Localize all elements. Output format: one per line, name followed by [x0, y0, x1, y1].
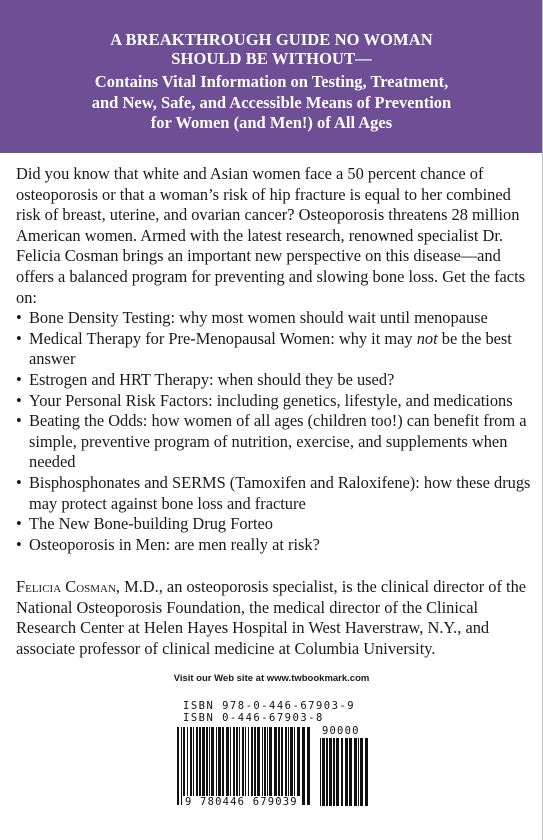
- barcode-bar: [257, 727, 260, 805]
- barcode-bar: [236, 727, 238, 805]
- barcode-bar: [239, 727, 240, 805]
- barcode-bar: [193, 727, 194, 805]
- list-item: • Bone Density Testing: why most women should wait until menopause: [16, 308, 536, 329]
- barcode-bar: [264, 727, 266, 805]
- barcode-bar: [341, 738, 343, 806]
- headline-line-2: SHOULD BE WITHOUT—: [171, 49, 372, 68]
- barcode-bar: [333, 738, 335, 806]
- price-code: 90000: [322, 725, 360, 737]
- barcode-bar: [181, 727, 182, 805]
- subheadline-line-3: for Women (and Men!) of All Ages: [150, 113, 393, 132]
- author-name: Felicia Cosman: [16, 577, 116, 596]
- barcode-bar: [269, 727, 272, 805]
- barcode-bar: [218, 727, 221, 805]
- barcode-bar: [183, 727, 185, 805]
- barcode-bar: [233, 727, 235, 805]
- list-item: • The New Bone-building Drug Forteo: [16, 514, 536, 535]
- barcode-bar: [336, 738, 339, 806]
- barcode-digits: 9 780446 679039: [185, 796, 298, 808]
- barcode-bar: [230, 727, 231, 805]
- barcode-bar: [222, 727, 224, 805]
- barcode-bar: [307, 727, 310, 805]
- barcode-bar: [354, 738, 357, 806]
- barcode-bar: [322, 738, 325, 806]
- barcode-bar: [288, 727, 289, 805]
- list-item-text: be the best answer: [29, 328, 512, 369]
- barcode-bar: [358, 738, 359, 806]
- barcode-bar: [294, 727, 295, 805]
- barcode-bar: [216, 727, 217, 805]
- barcode-bar: [297, 727, 300, 805]
- barcode-bar: [196, 727, 198, 805]
- list-item: • Osteoporosis in Men: are men really at risk?: [16, 535, 536, 556]
- barcode-bar: [187, 727, 188, 805]
- isbn-block: [183, 700, 355, 724]
- list-item: [16, 329, 536, 370]
- list-item-text: Medical Therapy for Pre-Menopausal Women: why it may: [29, 328, 417, 348]
- barcode-bar: [360, 738, 363, 806]
- headline-line-1: A BREAKTHROUGH GUIDE NO WOMAN: [110, 30, 433, 49]
- barcode-bar: [345, 738, 348, 806]
- barcode-bar: [226, 727, 229, 805]
- website-line: Visit our Web site at www.twbookmark.com: [173, 673, 370, 684]
- barcode-bar: [199, 727, 201, 805]
- barcode-bar: [245, 727, 246, 805]
- barcode-bar: [320, 738, 321, 806]
- barcode-bar: [290, 727, 293, 805]
- barcode-bar: [206, 727, 208, 805]
- author-bio: [16, 577, 536, 659]
- barcode-bar: [302, 727, 305, 805]
- list-item: • Bisphosphonates and SERMS (Tamoxifen and Raloxifene): how these drugs may protect against bone loss and fracture: [16, 473, 536, 514]
- intro-paragraph: Did you know that white and Asian women face a 50 percent chance of osteoporosis or that a woman’s risk of hip fracture is equal to her combined risk of breast, uterine, and ovarian cancer? Osteoporosis threatens 28 million American women. Armed with the latest research, renowned specialist Dr. Felicia Cosman brings an important new perspective on this disease—and offers a balanced program for preventing and slowing bone loss. Get the facts on:: [16, 164, 526, 307]
- barcode-bar: [267, 727, 268, 805]
- barcode-bar: [242, 727, 244, 805]
- barcode-bar: [211, 727, 214, 805]
- isbn-10: ISBN 0-446-67903-8: [183, 712, 324, 724]
- list-item: • Your Personal Risk Factors: including genetics, lifestyle, and medications: [16, 391, 536, 412]
- description-section: [16, 164, 536, 555]
- barcode-bar: [278, 727, 280, 805]
- banner-subheadline: [0, 72, 543, 134]
- barcode-bar: [274, 727, 277, 805]
- banner-headline: [0, 30, 543, 68]
- author-credentials: , M.D., an osteoporosis specialist, is the clinical director of the National Osteoporosis Foundation, the medical director of the Clinical Research Center at Helen Hayes Hospital in West Haverstraw, N.Y., and associate professor of clinical medicine at Columbia University.: [16, 577, 527, 658]
- top-banner: [0, 0, 543, 153]
- barcode-bar: [285, 727, 287, 805]
- barcode-bar: [365, 738, 368, 806]
- barcode-bar: [281, 727, 283, 805]
- barcode-bar: [251, 727, 253, 805]
- barcode-bar: [254, 727, 256, 805]
- barcode-bar: [209, 727, 210, 805]
- barcode-bar: [262, 727, 263, 805]
- barcode-bar: [202, 727, 205, 805]
- facts-list: [16, 308, 536, 555]
- barcode-bar: [177, 727, 179, 805]
- subheadline-line-2: and New, Safe, and Accessible Means of Prevention: [91, 92, 452, 112]
- price-barcode: [320, 738, 370, 806]
- barcode-bar: [326, 738, 328, 806]
- barcode-bar: [190, 727, 192, 805]
- list-item: • Beating the Odds: how women of all ages (children too!) can benefit from a simple, preventive program of nutrition, exercise, and supplements when needed: [16, 411, 536, 473]
- ean-barcode: [177, 727, 315, 805]
- list-item: • Estrogen and HRT Therapy: when should they be used?: [16, 370, 536, 391]
- barcode-bar: [329, 738, 332, 806]
- emphasis-text: not: [416, 328, 438, 348]
- barcode-bar: [349, 738, 352, 806]
- barcode-bar: [248, 727, 249, 805]
- subheadline-line-1: Contains Vital Information on Testing, Treatment,: [94, 72, 449, 91]
- isbn-13: ISBN 978-0-446-67903-9: [183, 700, 356, 712]
